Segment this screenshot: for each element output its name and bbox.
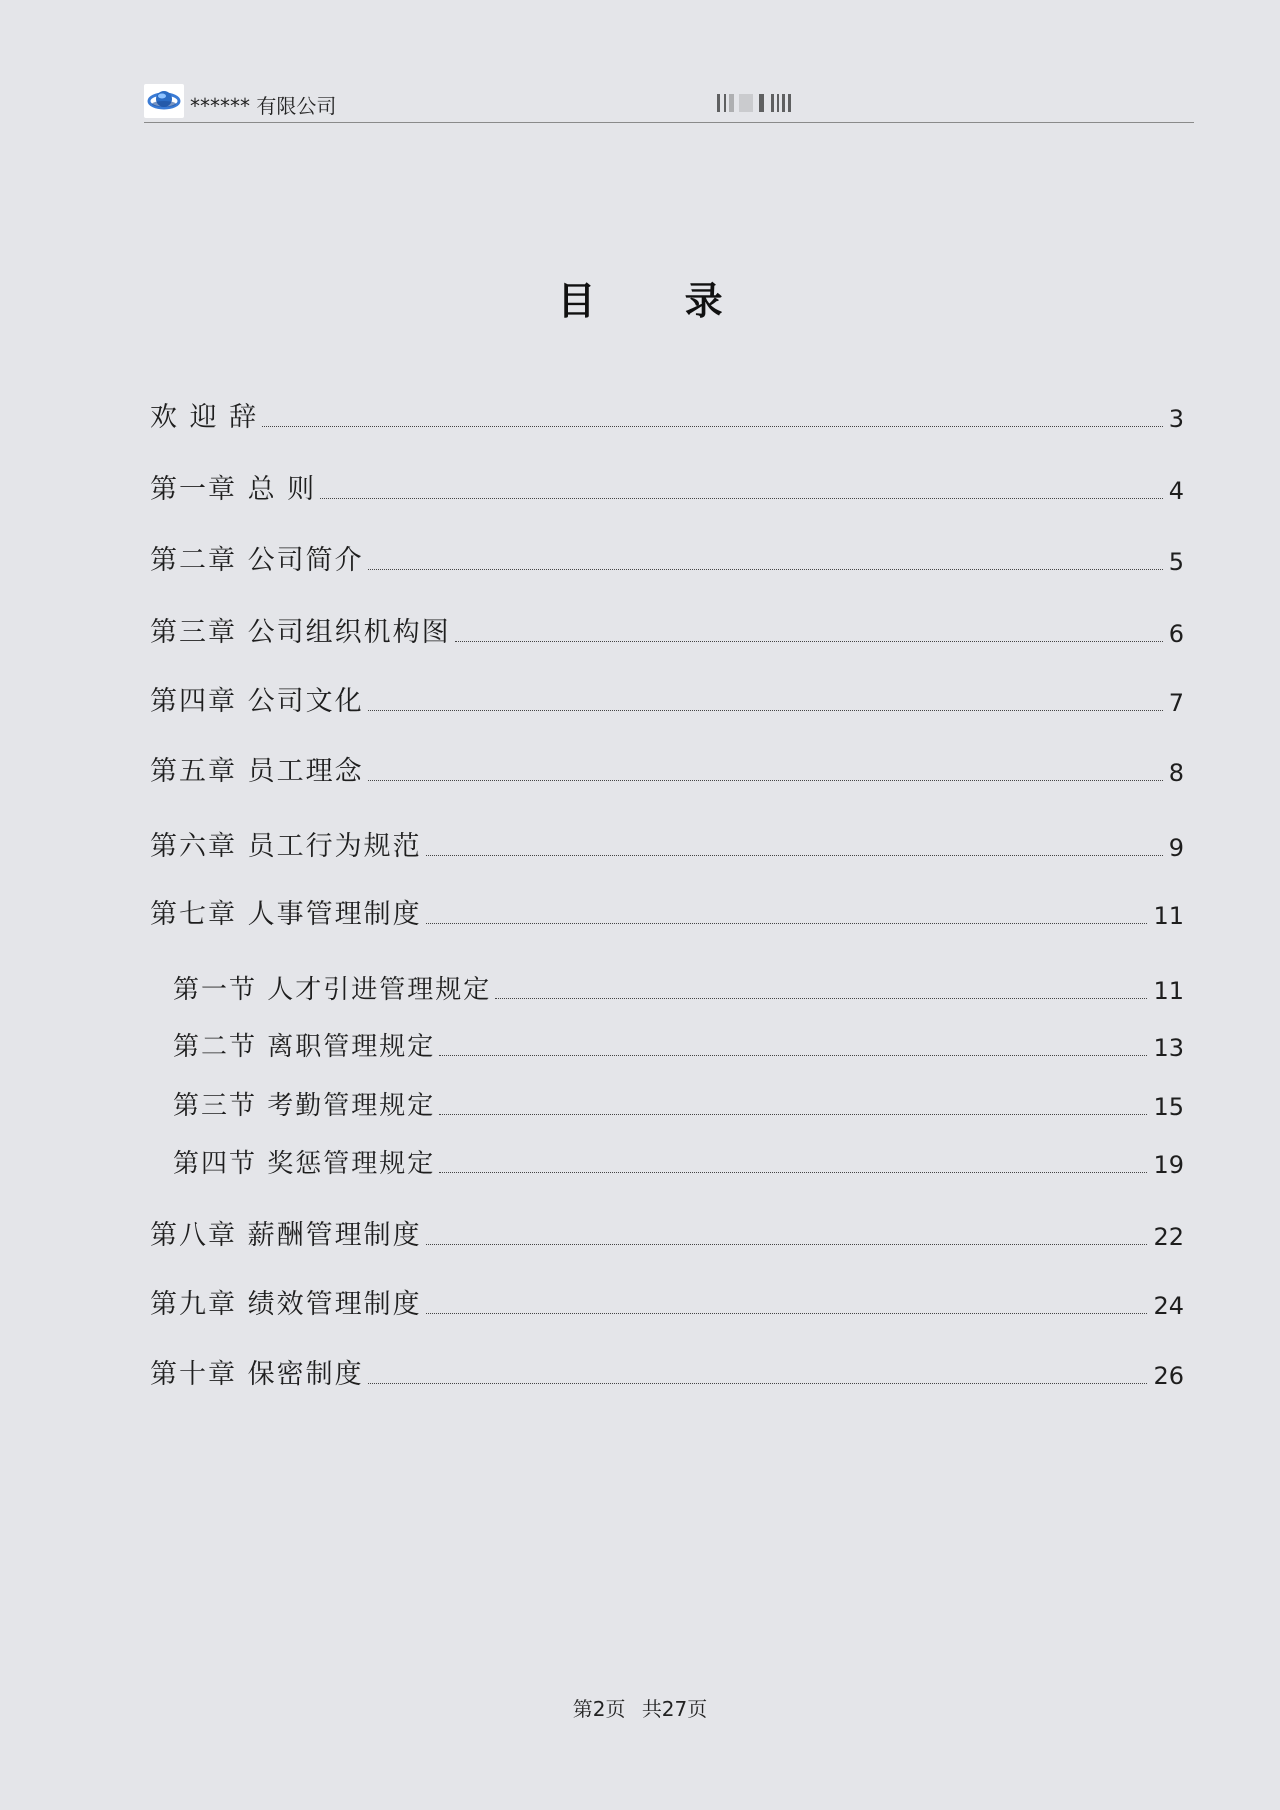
page-number-total: 共27页 [641, 1697, 708, 1721]
toc-dot-leader [426, 1312, 1148, 1314]
page-number-current: 第2页 [572, 1697, 626, 1721]
toc-dot-leader [439, 1054, 1147, 1056]
toc-page-number: 6 [1168, 620, 1184, 648]
toc-chapter-entry [150, 1357, 1184, 1391]
toc-dot-leader [495, 997, 1147, 999]
company-name: ****** 有限公司 [190, 94, 337, 118]
toc-dot-leader [439, 1171, 1147, 1173]
toc-entry-label: 欢 迎 辞 [150, 402, 259, 433]
toc-dot-leader [426, 922, 1148, 924]
toc-page-number: 4 [1168, 477, 1184, 505]
toc-page-number: 5 [1168, 548, 1184, 576]
toc-page-number: 9 [1168, 834, 1184, 862]
toc-dot-leader [368, 709, 1163, 711]
toc-section-entry [173, 1146, 1184, 1180]
toc-section-entry [173, 972, 1184, 1006]
toc-dot-leader [262, 425, 1163, 427]
page-title: 目 录 [557, 279, 761, 323]
toc-page-number: 24 [1153, 1292, 1184, 1320]
toc-page-number: 11 [1153, 902, 1184, 930]
toc-entry-label: 第十章 保密制度 [150, 1359, 364, 1390]
toc-page-number: 11 [1153, 977, 1184, 1005]
toc-chapter-entry [150, 472, 1184, 506]
toc-chapter-entry [150, 829, 1184, 863]
toc-dot-leader [320, 497, 1163, 499]
toc-entry-label: 第四章 公司文化 [150, 686, 364, 717]
toc-page-number: 26 [1153, 1362, 1184, 1390]
toc-chapter-entry [150, 400, 1184, 434]
toc-page-number: 7 [1168, 689, 1184, 717]
toc-entry-label: 第五章 员工理念 [150, 756, 364, 787]
toc-dot-leader [439, 1113, 1147, 1115]
toc-chapter-entry [150, 684, 1184, 718]
toc-page-number: 19 [1153, 1151, 1184, 1179]
toc-entry-label: 第三章 公司组织机构图 [150, 617, 451, 648]
toc-dot-leader [368, 1382, 1148, 1384]
toc-chapter-entry [150, 1287, 1184, 1321]
page-footer [0, 1693, 1280, 1722]
toc-entry-label: 第一节 人才引进管理规定 [173, 975, 492, 1005]
toc-dot-leader [426, 1243, 1148, 1245]
toc-chapter-entry [150, 615, 1184, 649]
toc-page-number: 13 [1153, 1034, 1184, 1062]
toc-entry-label: 第二章 公司简介 [150, 545, 364, 576]
toc-page-number: 15 [1153, 1093, 1184, 1121]
toc-entry-label: 第一章 总 则 [150, 474, 317, 505]
toc-dot-leader [455, 640, 1163, 642]
toc-entry-label: 第二节 离职管理规定 [173, 1032, 436, 1062]
toc-chapter-entry [150, 1218, 1184, 1252]
toc-entry-label: 第九章 绩效管理制度 [150, 1289, 422, 1320]
toc-chapter-entry [150, 754, 1184, 788]
toc-section-entry [173, 1029, 1184, 1063]
toc-entry-label: 第四节 奖惩管理规定 [173, 1149, 436, 1179]
toc-dot-leader [368, 568, 1163, 570]
toc-chapter-entry [150, 543, 1184, 577]
toc-entry-label: 第三节 考勤管理规定 [173, 1091, 436, 1121]
toc-entry-label: 第七章 人事管理制度 [150, 899, 422, 930]
toc-entry-label: 第八章 薪酬管理制度 [150, 1220, 422, 1251]
toc-page-number: 8 [1168, 759, 1184, 787]
toc-chapter-entry [150, 897, 1184, 931]
toc-dot-leader [368, 779, 1163, 781]
toc-dot-leader [426, 854, 1163, 856]
toc-section-entry [173, 1088, 1184, 1122]
toc-entry-label: 第六章 员工行为规范 [150, 831, 422, 862]
toc-page-number: 22 [1153, 1223, 1184, 1251]
toc-page-number: 3 [1168, 405, 1184, 433]
